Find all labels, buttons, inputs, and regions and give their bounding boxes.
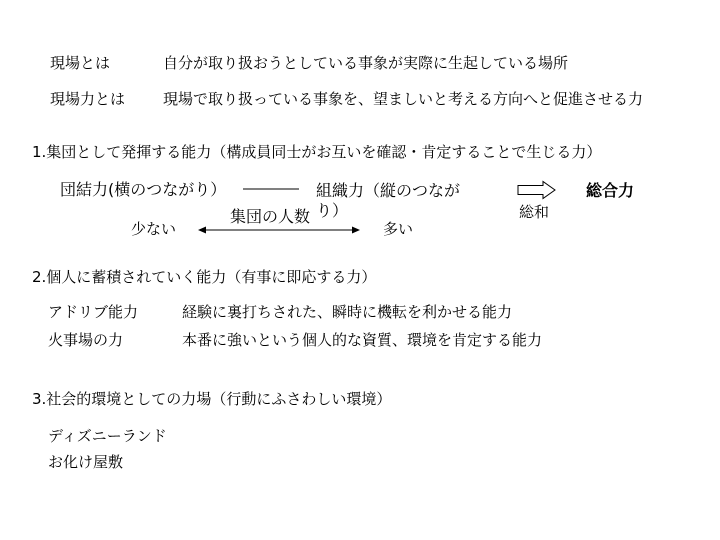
sum-arrow-icon xyxy=(517,181,557,199)
ability-term-kajiba: 火事場の力 xyxy=(48,331,124,349)
definition-desc-genbaryoku: 現場で取り扱っている事象を、望ましいと考える方向へと促進させる力 xyxy=(163,90,644,108)
few-label: 少ない xyxy=(131,220,177,238)
definition-desc-genba: 自分が取り扱おうとしている事象が実際に生起している場所 xyxy=(163,54,569,72)
many-label: 多い xyxy=(383,220,414,238)
connector-line xyxy=(243,188,299,190)
org-power-label: 組織力（縦のつなが xyxy=(316,181,461,200)
org-power-label-wrap: り） xyxy=(316,201,349,220)
ability-desc-kajiba: 本番に強いという個人的な資質、環境を肯定する能力 xyxy=(182,331,543,349)
ability-term-adlib: アドリブ能力 xyxy=(48,303,139,321)
definition-term-genbaryoku: 現場力とは xyxy=(50,90,126,108)
section3-heading: 3.社会的環境としての力場（行動にふさわしい環境） xyxy=(32,390,392,408)
example-item-haunted-house: お化け屋敷 xyxy=(48,453,124,471)
definition-term-genba: 現場とは xyxy=(50,54,111,72)
ability-desc-adlib: 経験に裏打ちされた、瞬時に機転を利かせる能力 xyxy=(182,303,513,321)
section1-heading: 1.集団として発揮する能力（構成員同士がお互いを確認・肯定することで生じる力） xyxy=(32,143,602,161)
team-power-label: 団結力(横のつながり） xyxy=(60,180,227,199)
example-item-disneyland: ディズニーランド xyxy=(48,427,167,445)
double-arrow-icon xyxy=(198,225,360,235)
sum-label: 総和 xyxy=(519,203,550,221)
total-power-label: 総合力 xyxy=(586,181,635,200)
section2-heading: 2.個人に蓄積されていく能力（有事に即応する力） xyxy=(32,268,377,286)
group-size-label: 集団の人数 xyxy=(230,207,311,226)
